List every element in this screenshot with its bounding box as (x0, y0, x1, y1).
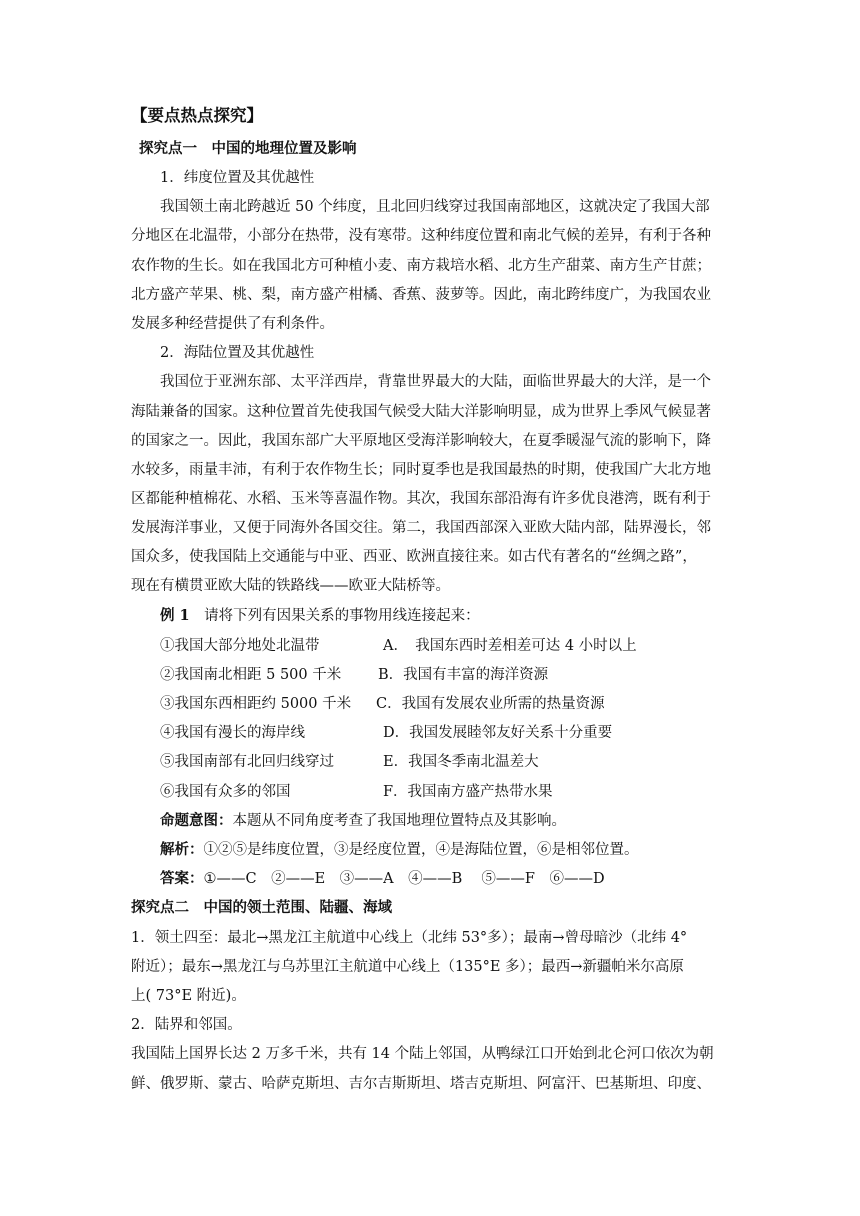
section2-line: 附近）；最东→黑龙江与乌苏里江主航道中心线上（135°E 多）；最西→新疆帕米尔高原 (131, 959, 684, 975)
para1-line: 农作物的生长。如在我国北方可种植小麦、南方栽培水稻、北方生产甜菜、南方生产甘蔗； (131, 258, 711, 274)
intent-text: 本题从不同角度考查了我国地理位置特点及其影响。 (232, 813, 566, 829)
answer-text: ①——C ②——E ③——A ④——B ⑤——F ⑥——D (203, 871, 605, 887)
para1-line: 发展多种经营提供了有利条件。 (131, 316, 334, 332)
intent-line (160, 811, 566, 831)
cause-item: ②我国南北相距 5 500 千米 (160, 667, 342, 683)
answer-line (160, 869, 605, 889)
para2-line: 现在有横贯亚欧大陆的铁路线——欧亚大陆桥等。 (131, 578, 450, 594)
cause-item: ⑥我国有众多的邻国 (160, 784, 291, 800)
para2-line: 水较多，雨量丰沛，有利于农作物生长；同时夏季也是我国最热的时期，使我国广大北方地 (131, 462, 711, 478)
para2-line: 国众多，使我国陆上交通能与中亚、西亚、欧洲直接往来。如古代有著名的“丝绸之路”， (131, 549, 697, 565)
section2-title: 探究点二 中国的领土范围、陆疆、海域 (131, 899, 392, 916)
cause-item: ①我国大部分地处北温带 (160, 638, 320, 654)
para2-line: 发展海洋事业，又便于同海外各国交往。第二，我国西部深入亚欧大陆内部，陆界漫长，邻 (131, 520, 711, 536)
cause-item: ⑤我国南部有北回归线穿过 (160, 754, 334, 770)
section1-sub2: 2．海陆位置及其优越性 (160, 345, 315, 361)
cause-item: ③我国东西相距约 5000 千米 (160, 696, 352, 712)
section2-line: 1．领土四至：最北→黑龙江主航道中心线上（北纬 53°多）；最南→曾母暗沙（北纬 4° (131, 930, 688, 946)
effect-item: C．我国有发展农业所需的热量资源 (376, 696, 605, 712)
para2-line: 海陆兼备的国家。这种位置首先使我国气候受大陆大洋影响明显，成为世界上季风气候显著 (131, 404, 711, 420)
page-heading: 【要点热点探究】 (131, 106, 263, 125)
effect-item: F．我国南方盛产热带水果 (383, 784, 553, 800)
effect-item: B．我国有丰富的海洋资源 (378, 667, 549, 683)
para1-line: 北方盛产苹果、桃、梨，南方盛产柑橘、香蕉、菠萝等。因此，南北跨纬度广，为我国农业 (131, 287, 711, 303)
section1-title: 探究点一 中国的地理位置及影响 (139, 140, 357, 157)
section2-line: 2．陆界和邻国。 (131, 1017, 242, 1033)
para2-line: 我国位于亚洲东部、太平洋西岸，背靠世界最大的大陆，面临世界最大的大洋，是一个 (160, 374, 711, 390)
analysis-label: 解析： (160, 841, 204, 858)
effect-item: D．我国发展睦邻友好关系十分重要 (383, 725, 613, 741)
example-line (160, 606, 480, 626)
cause-item: ④我国有漫长的海岸线 (160, 725, 305, 741)
answer-label: 答案： (160, 870, 204, 887)
para2-line: 区都能种植棉花、水稻、玉米等喜温作物。其次，我国东部沿海有许多优良港湾，既有利于 (131, 491, 711, 507)
section2-line: 上( 73°E 附近)。 (131, 988, 246, 1004)
section2-line: 鲜、俄罗斯、蒙古、哈萨克斯坦、吉尔吉斯斯坦、塔吉克斯坦、阿富汗、巴基斯坦、印度、 (131, 1076, 711, 1092)
para1-line: 我国领土南北跨越近 50 个纬度，且北回归线穿过我国南部地区，这就决定了我国大部 (160, 199, 710, 215)
section1-sub1: 1．纬度位置及其优越性 (160, 170, 315, 186)
effect-item: E．我国冬季南北温差大 (383, 754, 539, 770)
para1-line: 分地区在北温带，小部分在热带，没有寒带。这种纬度位置和南北气候的差异，有利于各种 (131, 228, 711, 244)
example-label: 例 1 (160, 607, 190, 624)
effect-item: A． 我国东西时差相差可达 4 小时以上 (383, 638, 637, 654)
analysis-text: ①②⑤是纬度位置，③是经度位置，④是海陆位置，⑥是相邻位置。 (203, 842, 639, 858)
para2-line: 的国家之一。因此，我国东部广大平原地区受海洋影响较大，在夏季暖湿气流的影响下，降 (131, 433, 711, 449)
section2-line: 我国陆上国界长达 2 万多千米，共有 14 个陆上邻国，从鸭绿江口开始到北仑河口依次为朝 (131, 1046, 714, 1062)
intent-label: 命题意图： (160, 812, 233, 829)
example-prompt: 请将下列有因果关系的事物用线连接起来： (204, 608, 480, 624)
analysis-line (160, 840, 639, 860)
